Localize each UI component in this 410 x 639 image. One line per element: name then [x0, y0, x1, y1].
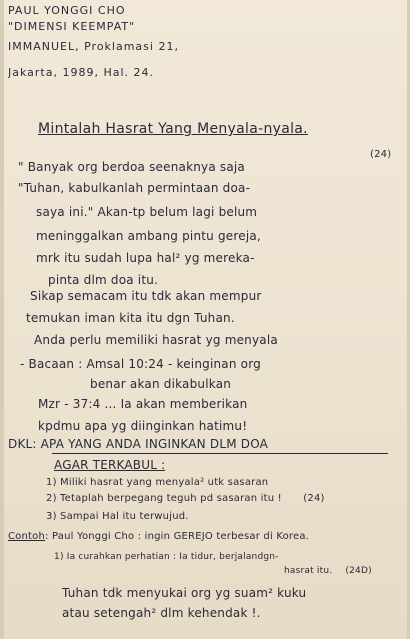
source-book-title: "DIMENSI KEEMPAT" — [8, 20, 136, 33]
body-line: " Banyak org berdoa seenaknya saja — [18, 160, 245, 174]
list-text: Miliki hasrat yang menyala² utk sasaran — [60, 477, 269, 488]
source-publisher: IMMANUEL, Proklamasi 21, — [8, 40, 179, 53]
list-item: 3) Sampai Hal itu terwujud. — [46, 511, 189, 522]
list-number: 3 — [46, 511, 53, 522]
body-line: - Bacaan : Amsal 10:24 - keinginan org — [20, 357, 261, 371]
example-sub-item: 1) Ia curahkan perhatian : Ia tidur, berjalandgn- — [54, 552, 279, 562]
body-line: kpdmu apa yg diinginkan hatimu! — [38, 419, 248, 433]
list-text: Sampai Hal itu terwujud. — [60, 511, 189, 522]
example-page-ref: (24D) — [345, 566, 372, 576]
body-line: Mzr - 37:4 ... Ia akan memberikan — [38, 397, 248, 411]
dkl-heading: DKL: APA YANG ANDA INGINKAN DLM DOA — [8, 437, 269, 451]
agar-heading: AGAR TERKABUL : — [54, 458, 166, 472]
closing-line: atau setengah² dlm kehendak !. — [62, 606, 261, 620]
body-line: "Tuhan, kabulkanlah permintaan doa- — [18, 181, 251, 195]
body-line: benar akan dikabulkan — [90, 377, 232, 391]
list-page-ref: (24) — [303, 493, 325, 504]
source-place-year-page: Jakarta, 1989, Hal. 24. — [8, 66, 155, 79]
body-line: Sikap semacam itu tdk akan mempur — [30, 289, 262, 303]
note-title: Mintalah Hasrat Yang Menyala-nyala. — [38, 122, 308, 136]
list-number: 1 — [46, 477, 53, 488]
title-page-ref: (24) — [370, 149, 392, 160]
body-line: Anda perlu memiliki hasrat yg menyala — [34, 333, 278, 347]
body-line: temukan iman kita itu dgn Tuhan. — [26, 311, 235, 325]
list-text: Tetaplah berpegang teguh pd sasaran itu ! — [60, 493, 282, 504]
source-author: PAUL YONGGI CHO — [8, 4, 126, 17]
closing-line: Tuhan tdk menyukai org yg suam² kuku — [62, 586, 307, 600]
list-item: 2) Tetaplah berpegang teguh pd sasaran itu ! (24) — [46, 493, 325, 504]
body-line: meninggalkan ambang pintu gereja, — [36, 229, 261, 243]
example-sub-continuation — [284, 564, 372, 578]
example-label: Contoh — [8, 531, 46, 542]
list-number: 2 — [46, 493, 53, 504]
body-line: mrk itu sudah lupa hal² yg mereka- — [36, 251, 255, 265]
example-sub-text: Ia curahkan perhatian : Ia tidur, berjalandgn- — [66, 552, 279, 562]
example-text: : Paul Yonggi Cho : ingin GEREJO terbesar di Korea. — [45, 531, 310, 542]
example-line — [8, 530, 309, 544]
example-sub-text-2: hasrat itu. — [284, 566, 333, 576]
body-line: saya ini." Akan-tp belum lagi belum — [36, 205, 258, 219]
list-item: 1) Miliki hasrat yang menyala² utk sasaran — [46, 477, 269, 488]
dkl-underline — [52, 453, 388, 454]
list-number: 1 — [54, 552, 60, 562]
body-line: pinta dlm doa itu. — [48, 273, 159, 287]
